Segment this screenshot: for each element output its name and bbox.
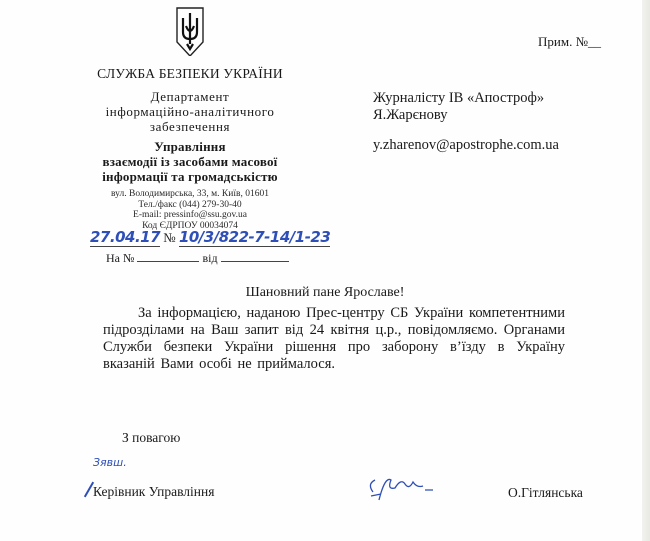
phone-line: Тел./факс (044) 279-30-40: [138, 199, 242, 210]
from-label: від: [202, 251, 218, 265]
management-name: [60, 139, 320, 184]
signer-title: [93, 484, 214, 500]
department-line: Департамент: [150, 89, 230, 104]
date-handwritten: 27.04.17: [90, 228, 161, 246]
recipient-block: [373, 90, 544, 124]
department-line: забезпечення: [149, 119, 231, 134]
recipient-name: Я.Жарєнову: [373, 107, 448, 123]
email-line: E-mail: pressinfo@ssu.gov.ua: [133, 210, 247, 220]
scan-edge: [642, 0, 650, 541]
address-line: вул. Володимирська, 33, м. Київ, 01601: [111, 189, 269, 199]
number-label: №: [163, 230, 176, 245]
department-line: інформаційно-аналітичного: [105, 104, 275, 119]
handwritten-note: Зявш.: [93, 456, 127, 469]
from-blank: [221, 261, 289, 262]
greeting: Шановний пане Ярославе!: [245, 285, 405, 300]
recipient-email: y.zharenov@apostrophe.com.ua: [373, 137, 559, 153]
management-line: Управління: [154, 139, 226, 154]
org-address: [60, 189, 320, 231]
letter-body: За інформацією, наданою Прес-центру СБ України компетентними підрозділами на Ваш запит від 24 квітня ц.р., повідомляємо. Органами Служби безпеки України рішення про заборону в’їзду в Україну вказаній Вами особі не приймалося.: [103, 305, 565, 372]
incoming-reference: [106, 251, 289, 266]
recipient-line: Журналісту ІВ «Апостроф»: [373, 90, 545, 106]
closing-regards: З повагою: [122, 430, 181, 445]
department-name: [60, 89, 320, 134]
management-line: взаємодії із засобами масової: [102, 154, 278, 169]
on-no-label: На №: [106, 251, 135, 265]
signer-name: О.Гітлянська: [508, 485, 583, 500]
management-line: інформації та громадськістю: [102, 169, 278, 184]
on-no-blank: [137, 261, 199, 262]
signature-icon: [365, 470, 435, 506]
outgoing-reference: [90, 228, 330, 248]
edrpou-line: Код ЄДРПОУ 00034074: [142, 220, 238, 231]
copy-note: Прим. №__: [538, 34, 601, 49]
trident-icon: [175, 6, 205, 56]
org-name: СЛУЖБА БЕЗПЕКИ УКРАЇНИ: [97, 66, 283, 81]
signer-title-text: Керівник Управління: [93, 484, 215, 499]
number-handwritten: 10/3/822-7-14/1-23: [178, 228, 331, 246]
